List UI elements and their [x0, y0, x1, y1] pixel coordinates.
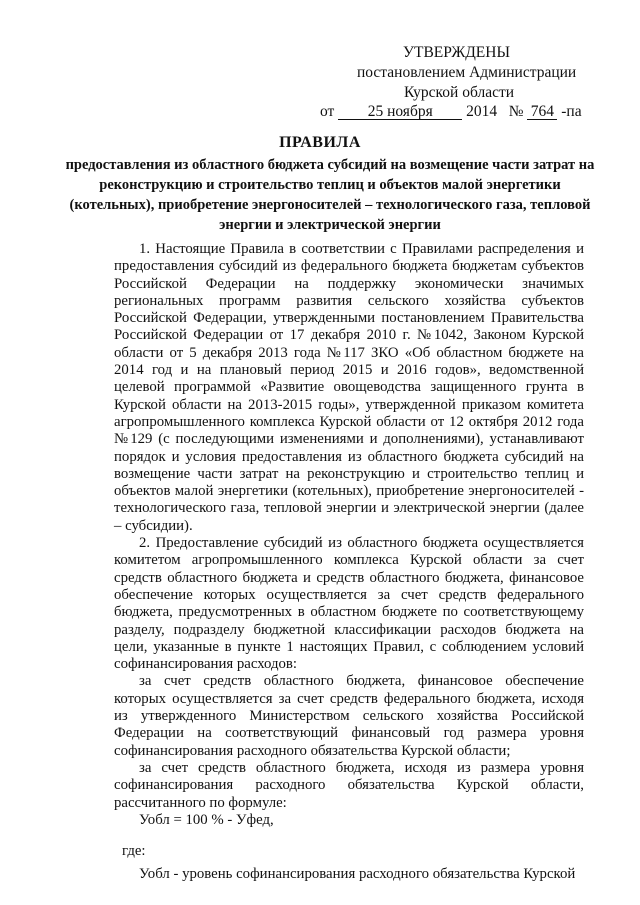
approved-region: Курской области — [404, 84, 515, 101]
document-title: ПРАВИЛА — [279, 134, 361, 151]
document-subtitle: предоставления из областного бюджета субсидий на возмещение части затрат на реконструкцию и строительство теплиц и объектов малой энергетики (котельных), приобретение энергоносителей – технологического газа, тепловой энергии и электрической энергии — [65, 157, 595, 233]
approved-heading: УТВЕРЖДЕНЫ — [403, 44, 510, 61]
number-suffix: -па — [561, 103, 582, 120]
approval-stamp — [0, 0, 640, 120]
document-body — [114, 241, 584, 884]
approved-by-decree: постановлением Администрации — [357, 64, 577, 81]
decree-date: 25 ноября — [338, 104, 462, 120]
date-prefix: от — [320, 103, 335, 120]
number-prefix: № — [508, 103, 524, 120]
spacer — [114, 829, 584, 843]
formula: Уобл = 100 % - Уфед, — [139, 811, 274, 828]
decree-year: 2014 — [466, 103, 498, 120]
where-label: где: — [122, 843, 146, 860]
approval-date-line — [320, 103, 582, 121]
paragraph-3: за счет средств областного бюджета, финансовое обеспечение которых осуществляется за счет средств федерального бюджета, исходя из утвержденного Министерством сельского хозяйства Российской Федерации на соответствующий финансовый год размера уровня софинансирования расходного обязательства Курской области; — [114, 673, 584, 759]
paragraph-1: 1. Настоящие Правила в соответствии с Правилами распределения и предоставления субсидий из федерального бюджета бюджетам субъектов Российской Федерации на поддержку экономически значимых региональных программ развития сельского хозяйства субъектов Российской Федерации, утвержденными постановлением Правительства Российской Федерации от 17 декабря 2010 г. №1042, Законом Курской области от 5 декабря 2013 года №117 ЗКО «Об областном бюджете на 2014 год и на плановый период 2015 и 2016 годов», ведомственной целевой программой «Развитие овощеводства защищенного грунта в Курской области на 2013-2015 годы», утвержденной приказом комитета агропромышленного комплекса Курской области от 12 октября 2012 года №129 (с последующими изменениями и дополнениями), устанавливают порядок и условия предоставления из областного бюджета субсидий на возмещение части затрат на реконструкцию и строительство теплиц и объектов малой энергетики (котельных), приобретение энергоносителей - технологического газа, тепловой энергии и электрической энергии (далее – субсидии). — [114, 241, 584, 534]
paragraph-4: за счет средств областного бюджета, исходя из размера уровня софинансирования расходного обязательства Курской области, рассчитанного по формуле: — [114, 759, 584, 811]
paragraph-5: Уобл - уровень софинансирования расходного обязательства Курской — [139, 866, 576, 883]
paragraph-2: 2. Предоставление субсидий из областного бюджета осуществляется комитетом агропромышленного комплекса Курской области за счет средств областного бюджета и средств областного бюджета, финансовое обеспечение которых осуществляется за счет средств федерального бюджета, предусмотренных в областном бюджете по соответствующему разделу, подразделу бюджетной классификации расходов бюджета на цели, указанные в пункте 1 настоящих Правил, с соблюдением условий софинансирования расходов: — [114, 535, 584, 673]
decree-number: 764 — [527, 104, 557, 120]
